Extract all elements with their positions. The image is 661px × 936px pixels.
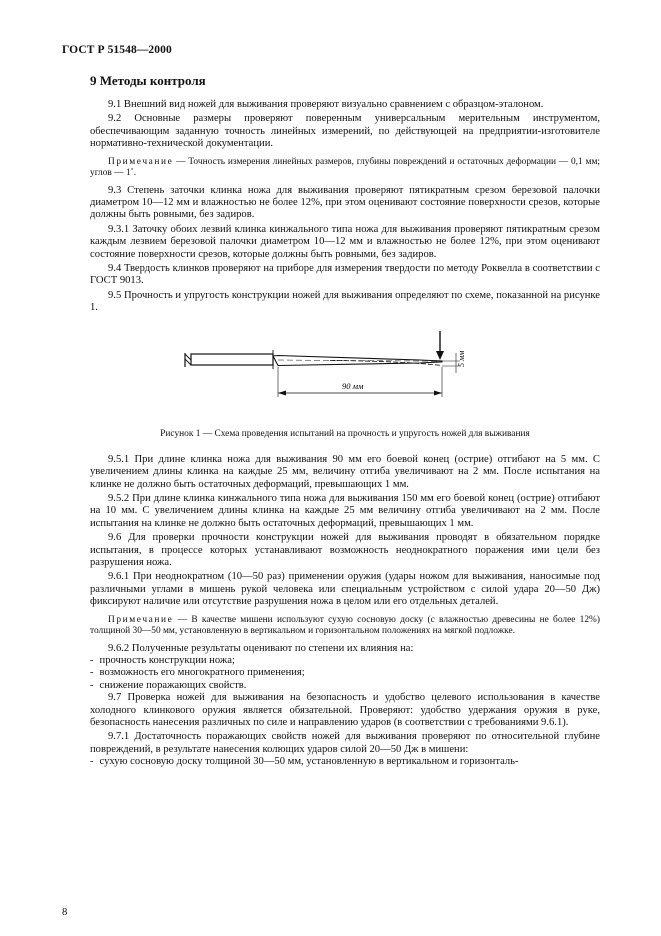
- knife-handle: [191, 354, 273, 365]
- paragraph-9-7: 9.7 Проверка ножей для выживания на безопасность и удобство целевого использования в качестве холодного клинкового оружия является обязательной. Проверяют: удобство удержания оружия в руке, безопасность нанесения различных по силе и направлению ударов (в соответствии с требованиями 9.6.1).: [90, 692, 600, 728]
- paragraph-9-5: 9.5 Прочность и упругость конструкции ножей для выживания определяют по схеме, показанной на рисунке 1.: [90, 289, 600, 314]
- page-content: [90, 73, 600, 769]
- paragraph-9-4: 9.4 Твердость клинков проверяют на приборе для измерения твердости по методу Роквелла в соответствии с ГОСТ 9013.: [90, 263, 600, 287]
- paragraph-9-5-2: 9.5.2 При длине клинка кинжального типа ножа для выживания 150 мм его боевой конец (острие) отгибают на 10 мм. С увеличением длины клинка на каждые 25 мм величину отгиба увеличивают на 2 мм. После испытания на клинке не должно быть остаточных деформаций, превышающих 1 мм.: [90, 492, 600, 529]
- list-9-6-2: [90, 655, 600, 692]
- paragraph-9-2: 9.2 Основные размеры проверяют поверенным универсальным мерительным инструментом, обеспечивающим заданную точность линейных измерений, по действующей на предприятии-изготовителе нормативно-технической документации.: [90, 113, 600, 150]
- figure-1-diagram: [90, 327, 600, 425]
- note-2: [90, 615, 600, 637]
- note-1: [90, 157, 600, 179]
- section-title: 9 Методы контроля: [90, 73, 206, 88]
- paragraph-9-6-2: 9.6.2 Полученные результаты оценивают по степени их влияния на:: [108, 642, 414, 654]
- force-arrow-head: [436, 351, 444, 360]
- list-9-7-1: [90, 756, 600, 768]
- list-item: - прочность конструкции ножа;: [90, 655, 600, 667]
- page-number: 8: [62, 907, 68, 918]
- paragraph-9-1: 9.1 Внешний вид ножей для выживания проверяют визуально сравнением с образцом-эталоном.: [108, 99, 544, 110]
- clamp-hatch-1: [185, 354, 191, 360]
- paragraph-9-3-1: 9.3.1 Заточку обоих лезвий клинка кинжального типа ножа для выживания проверяют пятикратным срезом каждым лезвием березовой палочки диаметром 10—12 мм и влажностью не более 12%, при этом оценивают состояние поверхности срезов, которые должны быть ровными, без задиров.: [90, 223, 600, 260]
- length-arrow-left: [278, 390, 286, 395]
- paragraph-9-5-1: 9.5.1 При длине клинка ножа для выживания 90 мм его боевой конец (острие) отгибают на 5 мм. С увеличением длины клинка на каждые 25 мм, величину отгиба увеличивают на 2 мм. После испытания на клинке не должно быть остаточных деформаций, превышающих 1 мм.: [90, 453, 600, 490]
- figure-1-caption: Рисунок 1 — Схема проведения испытаний на прочность и упругость ножей для выживания: [160, 428, 530, 439]
- document-header: ГОСТ Р 51548—2000: [62, 44, 172, 56]
- length-arrow-right: [434, 390, 442, 395]
- clamp-hatch-2: [185, 359, 191, 365]
- figure-1: [90, 327, 600, 425]
- note-2-text: — В качестве мишени используют сухую сосновую доску (с влажностью древесины не более 12%) толщиной 30—50 мм, установленную в вертикальном и горизонтальном положениях на мягкой подложке.: [90, 614, 600, 636]
- note-1-label: Примечание: [108, 156, 174, 167]
- paragraph-9-3: 9.3 Степень заточки клинка ножа для выживания проверяют пятикратным срезом березовой палочки диаметром 10—12 мм и влажностью не более 12%, при этом оценивают состояние поверхности срезов, которые должны быть ровными, без задиров.: [90, 184, 600, 221]
- note-1-text: — Точность измерения линейных размеров, глубины повреждений и остаточных деформации — 0,1 мм; углов — 1˚.: [90, 156, 600, 178]
- paragraph-9-6: 9.6 Для проверки прочности конструкции ножей для выживания проводят в обязательном порядке испытания, в процессе которых устанавливают возможность неоднократного поражения ими цели без разрушения ножа.: [90, 532, 600, 568]
- knife-blade: [273, 355, 442, 365]
- list-item: - возможность его многократного применения;: [90, 667, 600, 679]
- list-item: - снижение поражающих свойств.: [90, 680, 600, 692]
- deflection-dim-label: 5 мм: [457, 350, 466, 367]
- length-dim-label: 90 мм: [342, 380, 364, 391]
- paragraph-9-7-1: 9.7.1 Достаточность поражающих свойств ножей для выживания проверяют по относительной глубине повреждений, в результате нанесения колющих ударов силой 20—50 Дж в мишени:: [90, 731, 600, 755]
- note-2-label: Примечание: [108, 614, 174, 625]
- list-item: - сухую сосновую доску толщиной 30—50 мм, установленную в вертикальном и горизонталь-: [90, 756, 600, 768]
- paragraph-9-6-1: 9.6.1 При неоднократном (10—50 раз) применении оружия (удары ножом для выживания, наносимые под различными углами в мишень рукой человека или специальным устройством с силой удара 20—50 Дж) фиксируют наличие или отсутствие разрушения ножа в целом или его отдельных деталей.: [90, 571, 600, 608]
